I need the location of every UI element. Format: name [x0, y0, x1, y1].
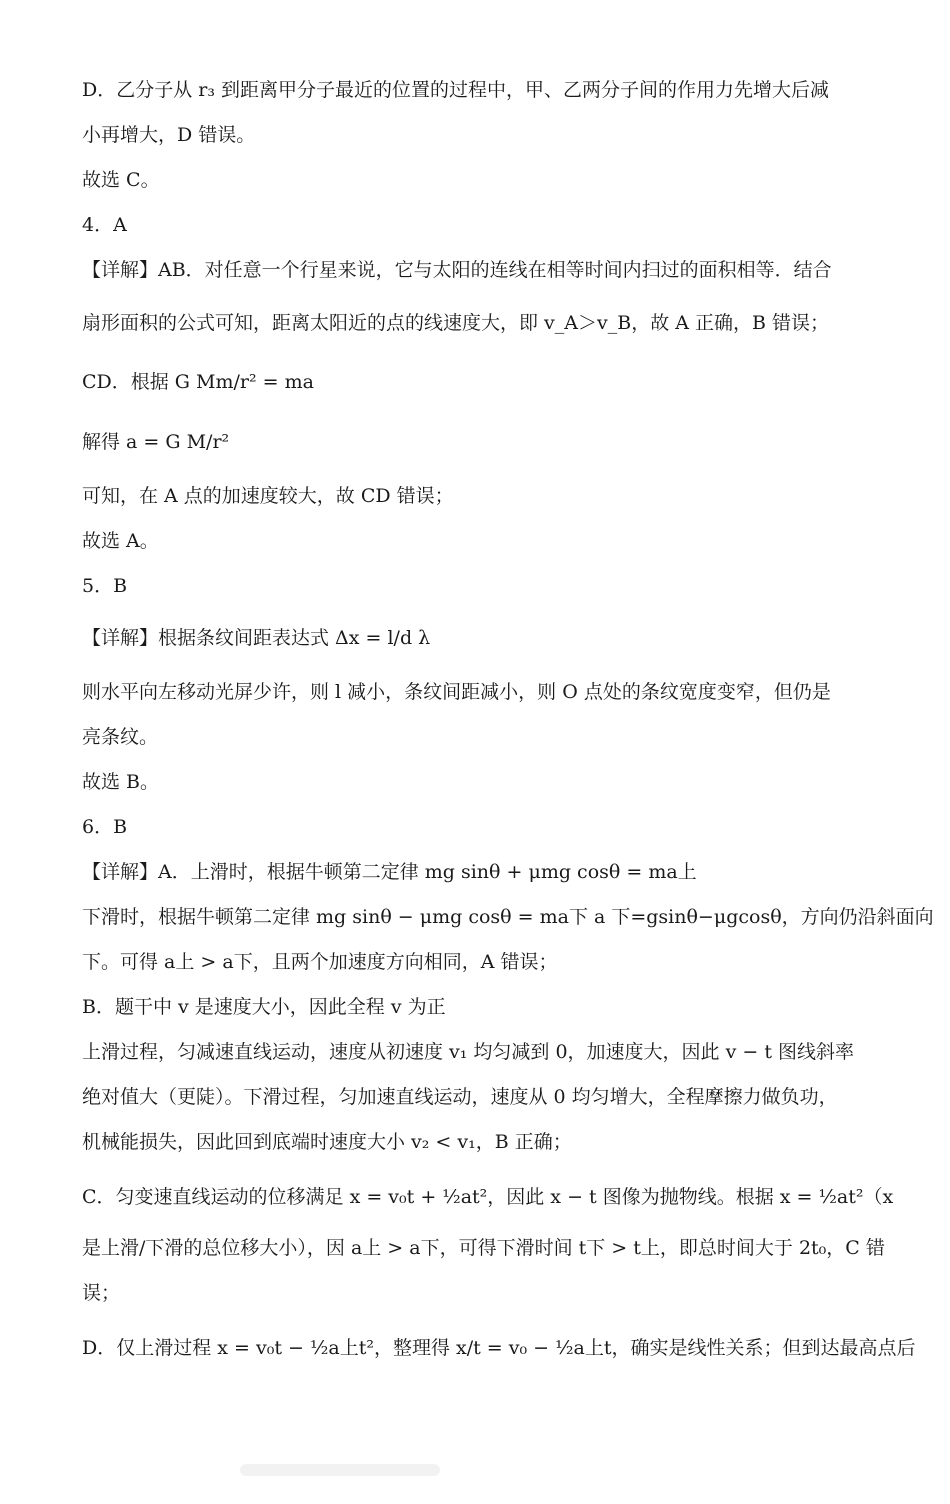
text-line: D．乙分子从 r₃ 到距离甲分子最近的位置的过程中，甲、乙两分子间的作用力先增大后减	[82, 79, 830, 101]
text-line: 故选 B。	[82, 771, 160, 793]
formula-line: 【详解】根据条纹间距表达式 Δx = l/d λ	[82, 627, 431, 649]
faded-watermark	[240, 1464, 440, 1476]
text-line: 【详解】AB．对任意一个行星来说，它与太阳的连线在相等时间内扫过的面积相等．结合	[82, 259, 832, 281]
text-line: D．仅上滑过程 x = v₀t − ½a上t²，整理得 x/t = v₀ − ½a上t，确实是线性关系；但到达最高点后	[82, 1337, 916, 1359]
text-line: 小再增大，D 错误。	[82, 124, 256, 146]
question-number: 5．B	[82, 575, 128, 597]
text-line: 绝对值大（更陡）。下滑过程，匀加速直线运动，速度从 0 均匀增大，全程摩擦力做负功，	[82, 1086, 838, 1108]
text-line: 扇形面积的公式可知，距离太阳近的点的线速度大，即 v_A＞v_B，故 A 正确，B 错误；	[82, 312, 829, 334]
text-line: 下。可得 a上 > a下，且两个加速度方向相同，A 错误；	[82, 951, 558, 973]
text-line: 【详解】A．上滑时，根据牛顿第二定律 mg sinθ + μmg cosθ = ma上	[82, 861, 697, 883]
text-line: 误；	[82, 1282, 121, 1304]
text-line: 亮条纹。	[82, 726, 159, 748]
text-line: 是上滑/下滑的总位移大小），因 a上 > a下，可得下滑时间 t下 > t上，即总时间大于 2t₀，C 错	[82, 1237, 885, 1259]
text-line: 机械能损失，因此回到底端时速度大小 v₂ < v₁，B 正确；	[82, 1131, 572, 1153]
formula-line: CD．根据 G Mm/r² = ma	[82, 371, 314, 393]
question-number: 6．B	[82, 816, 128, 838]
text-line: 故选 A。	[82, 530, 159, 552]
question-number: 4．A	[82, 214, 127, 236]
formula-line: 解得 a = G M/r²	[82, 431, 230, 453]
text-line: B．题干中 v 是速度大小，因此全程 v 为正	[82, 996, 446, 1018]
text-line: 上滑过程，匀减速直线运动，速度从初速度 v₁ 均匀减到 0，加速度大，因此 v − t 图线斜率	[82, 1041, 855, 1063]
text-line: C．匀变速直线运动的位移满足 x = v₀t + ½at²，因此 x − t 图像为抛物线。根据 x = ½at²（x	[82, 1186, 894, 1208]
text-line: 则水平向左移动光屏少许，则 l 减小，条纹间距减小，则 O 点处的条纹宽度变窄，但仍是	[82, 681, 831, 703]
text-line: 可知，在 A 点的加速度较大，故 CD 错误；	[82, 485, 454, 507]
text-line: 故选 C。	[82, 169, 160, 191]
text-line: 下滑时，根据牛顿第二定律 mg sinθ − μmg cosθ = ma下 a 下=gsinθ−μgcosθ，方向仍沿斜面向	[82, 906, 934, 928]
